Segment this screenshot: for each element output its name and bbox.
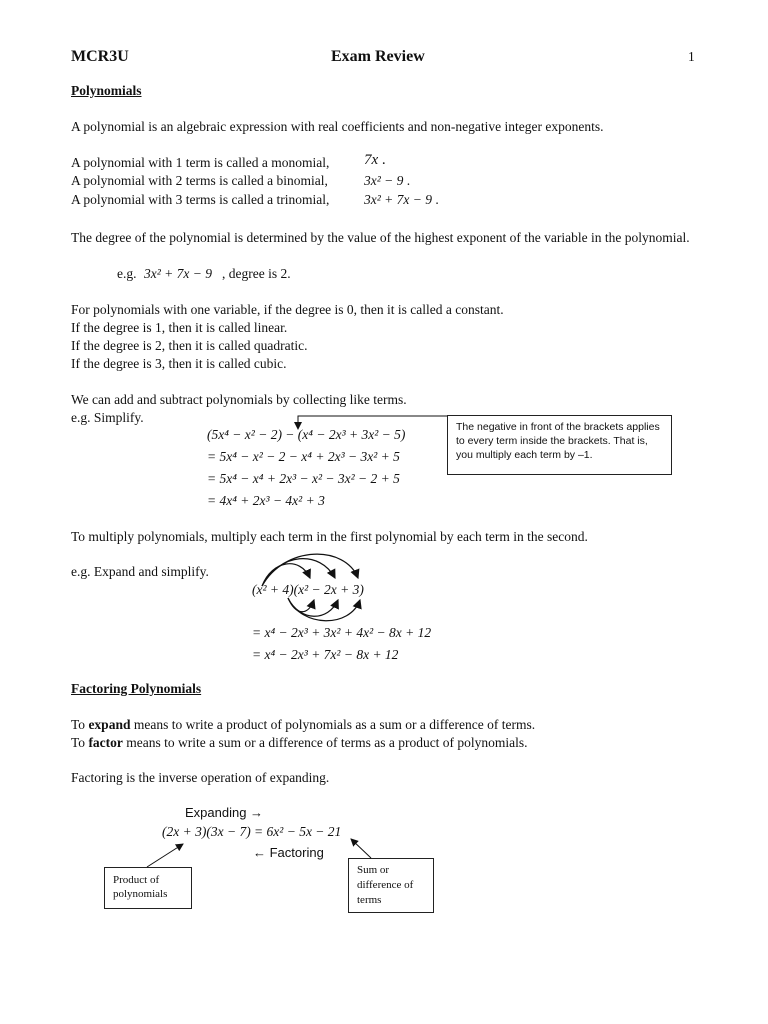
binomial-example: 3x² − 9 . xyxy=(364,173,411,188)
expand-prompt: e.g. Expand and simplify. xyxy=(71,564,209,579)
factoring-label: ← Factoring xyxy=(253,845,324,860)
sum-or-difference-box: Sum or difference of terms xyxy=(348,858,434,913)
polynomials-heading: Polynomials xyxy=(71,83,142,98)
monomial-example: 7x . xyxy=(364,152,386,168)
cubic-text: If the degree is 3, then it is called cubic. xyxy=(71,356,287,371)
expand-step-1: (x² + 4)(x² − 2x + 3) xyxy=(252,582,364,597)
expand-arc-4 xyxy=(288,598,314,612)
degree-example-expr: 3x² + 7x − 9 xyxy=(144,266,213,281)
factoring-heading: Factoring Polynomials xyxy=(71,681,202,696)
page-number: 1 xyxy=(688,49,695,64)
expand-arc-5 xyxy=(288,598,338,616)
inverse-text: Factoring is the inverse operation of expanding. xyxy=(71,770,330,785)
simplify-step-3: = 5x⁴ − x⁴ + 2x³ − x² − 3x² − 2 + 5 xyxy=(207,471,400,486)
simplify-step-2: = 5x⁴ − x² − 2 − x⁴ + 2x³ − 3x² + 5 xyxy=(207,449,400,464)
trinomial-text: A polynomial with 3 terms is called a trinomial, xyxy=(71,192,330,207)
constant-text: For polynomials with one variable, if the degree is 0, then it is called a constant. xyxy=(71,302,504,317)
degree-example-prefix: e.g. xyxy=(117,266,137,281)
sum-box-arrow xyxy=(351,839,371,858)
monomial-text: A polynomial with 1 term is called a monomial, xyxy=(71,155,330,170)
simplify-prompt: e.g. Simplify. xyxy=(71,410,144,425)
factoring-equation: (2x + 3)(3x − 7) = 6x² − 5x − 21 xyxy=(162,824,342,839)
product-of-polynomials-box: Product of polynomials xyxy=(104,867,192,909)
linear-text: If the degree is 1, then it is called linear. xyxy=(71,320,288,335)
degree-example-suffix: , degree is 2. xyxy=(222,266,291,281)
negative-bracket-note: The negative in front of the brackets applies to every term inside the brackets. That is, you multiply each term by –1. xyxy=(447,415,672,475)
trinomial-example: 3x² + 7x − 9 . xyxy=(364,192,439,207)
multiply-text: To multiply polynomials, multiply each term in the first polynomial by each term in the second. xyxy=(71,529,588,544)
add-subtract-text: We can add and subtract polynomials by collecting like terms. xyxy=(71,392,407,407)
degree-text: The degree of the polynomial is determined by the value of the highest exponent of the variable in the polynomial. xyxy=(71,230,690,245)
simplify-step-1: (5x⁴ − x² − 2) − (x⁴ − 2x³ + 3x² − 5) xyxy=(207,427,406,442)
binomial-text: A polynomial with 2 terms is called a binomial, xyxy=(71,173,328,188)
product-box-arrow xyxy=(147,844,183,867)
factor-definition: To factor means to write a sum or a difference of terms as a product of polynomials. xyxy=(71,735,528,750)
course-code: MCR3U xyxy=(71,48,129,65)
expand-step-3: = x⁴ − 2x³ + 7x² − 8x + 12 xyxy=(252,647,399,662)
page-title: Exam Review xyxy=(331,48,425,65)
expand-arc-6 xyxy=(288,598,360,621)
polynomial-definition: A polynomial is an algebraic expression with real coefficients and non-negative integer exponents. xyxy=(71,119,604,134)
expanding-label: Expanding → xyxy=(185,805,264,820)
expand-definition: To expand means to write a product of polynomials as a sum or a difference of terms. xyxy=(71,717,536,732)
expand-step-2: = x⁴ − 2x³ + 3x² + 4x² − 8x + 12 xyxy=(252,625,432,640)
simplify-step-4: = 4x⁴ + 2x³ − 4x² + 3 xyxy=(207,493,325,508)
quadratic-text: If the degree is 2, then it is called quadratic. xyxy=(71,338,308,353)
